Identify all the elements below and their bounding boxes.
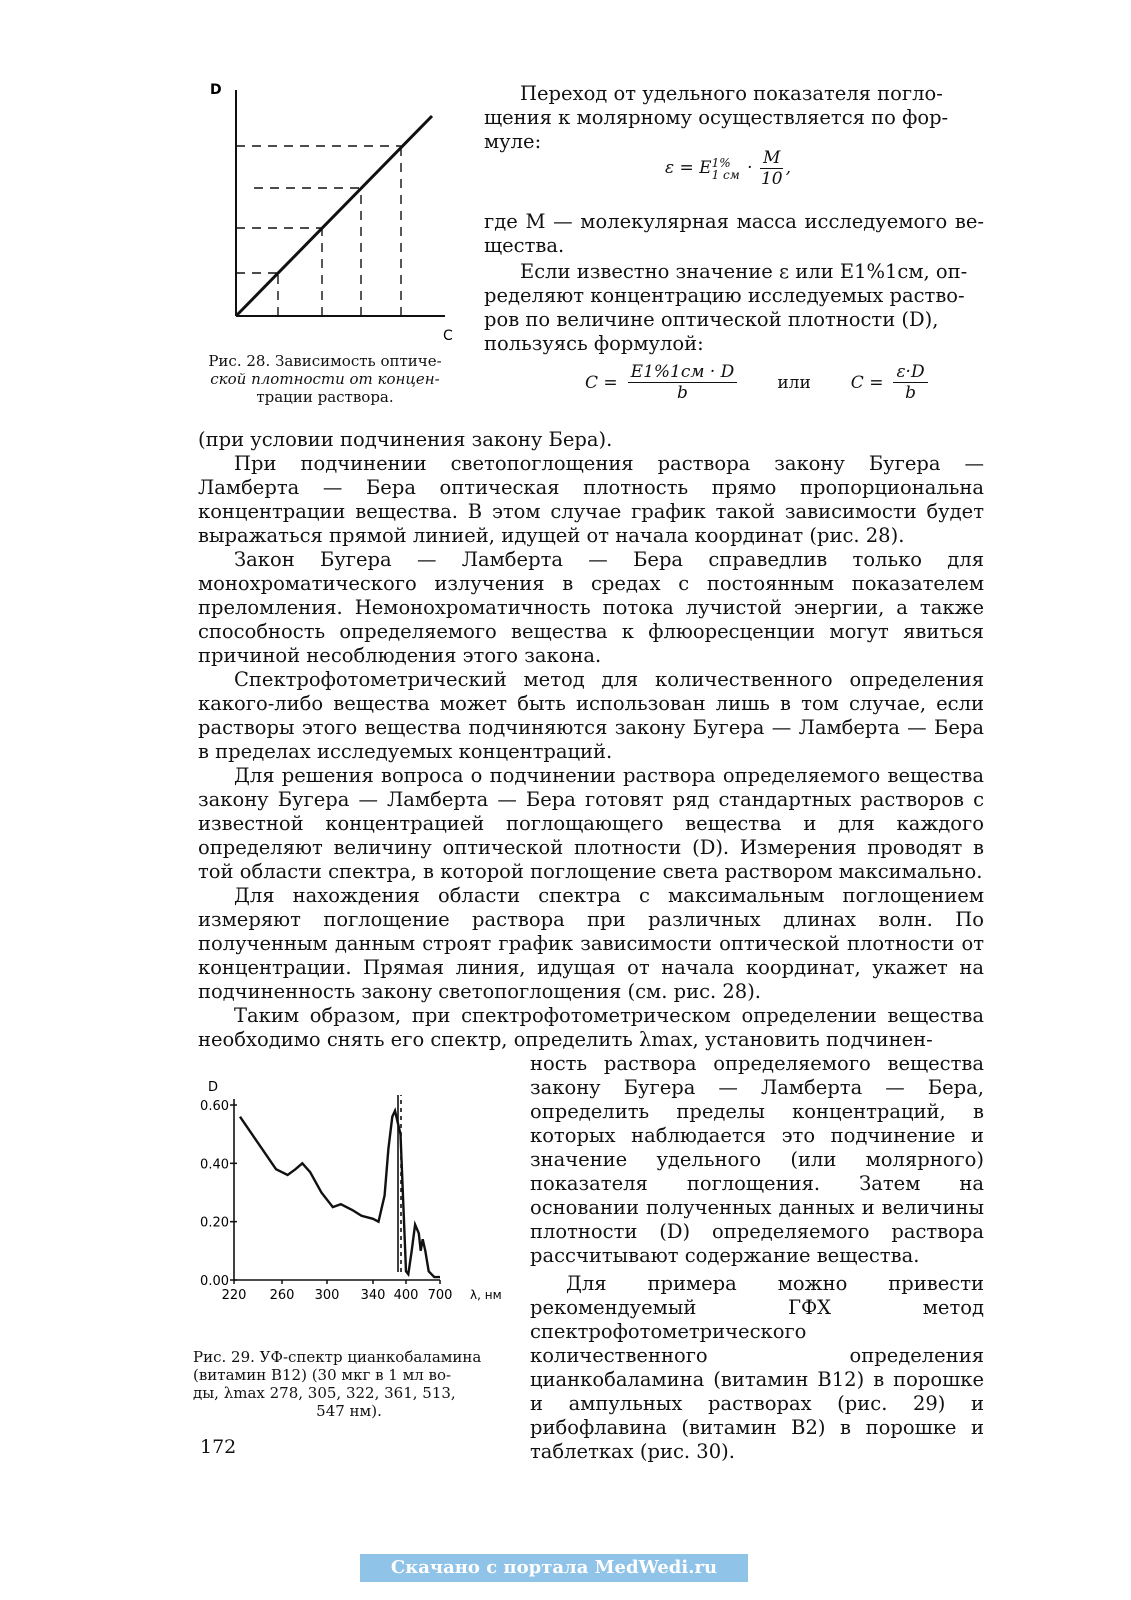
formula-c-left: C = xyxy=(585,372,618,393)
caption-line: 547 нм). xyxy=(316,1402,382,1420)
formula-left-fraction xyxy=(628,362,738,403)
caption-line: (витамин B12) (30 мкг в 1 мл во- xyxy=(193,1366,452,1384)
formula-numerator: M xyxy=(760,148,783,169)
fig29-x-tick-label: 260 xyxy=(269,1288,295,1303)
fig29-y-tick-label: 0.20 xyxy=(200,1215,229,1231)
figure-29 xyxy=(190,1075,510,1315)
paragraph: Для нахождения области спектра с максимальным поглощением измеряют поглощение раствора при различных длинах волн. По полученным данным строят график зависимости оптической плотности от концентрации. Прямая линия, идущая от начала координат, укажет на подчиненность закону светопоглощения (см. рис. 28). xyxy=(198,884,984,1003)
fig29-y-tick-label: 0.40 xyxy=(200,1157,229,1173)
paragraph: Для примера можно привести рекомендуемый ГФХ метод спектрофотометрического количественного определения цианкобаламина (витамин B12) в порошке и ампульных растворах (рис. 29) и рибофлавина (витамин B2) в порошке и таблетках (рис. 30). xyxy=(530,1272,984,1463)
formula-right-denominator: b xyxy=(905,383,916,403)
fig29-axes xyxy=(234,1095,440,1280)
formula-concentration xyxy=(585,362,928,403)
text-line: ров по величине оптической плотности (D), xyxy=(484,308,939,331)
text-line: ределяют концентрацию исследуемых раство- xyxy=(484,284,965,307)
formula-left-denominator: b xyxy=(677,383,688,403)
side-text-block xyxy=(530,1052,984,1464)
figure-28 xyxy=(190,78,470,348)
paragraph-if-known xyxy=(484,260,984,356)
fig29-x-tick-label: 340 xyxy=(360,1288,386,1303)
paragraph-molar-mass: где М — молекулярная масса исследуемого ве- щества. xyxy=(484,210,984,257)
caption-line: Рис. 28. Зависимость оптиче- xyxy=(208,352,442,370)
formula-sup: 1% xyxy=(711,155,731,170)
caption-line: ды, λmax 278, 305, 322, 361, 513, xyxy=(193,1384,456,1402)
paragraph: Для решения вопроса о подчинении раствора определяемого вещества закону Бугера — Ламберта — Бера готовят ряд стандартных растворов с известной концентрацией поглощающего вещества и для каждого определяют величину оптической плотности (D). Измерения проводят в той области спектра, в которой поглощение света раствором максимально. xyxy=(198,764,984,883)
fig29-y-ticks xyxy=(200,1099,237,1289)
paragraph: Закон Бугера — Ламберта — Бера справедлив только для монохроматического излучения в средах с постоянным показателем преломления. Немонохроматичность потока лучистой энергии, а также способность определяемого вещества к флюоресценции могут явиться причиной несоблюдения этого закона. xyxy=(198,548,984,667)
formula-right-fraction xyxy=(893,362,927,403)
text-line: муле: xyxy=(484,130,542,153)
paragraph: Спектрофотометрический метод для количественного определения какого-либо вещества может быть использован лишь в том случае, если растворы этого вещества подчиняются закону Бугера — Ламберта — Бера в пределах исследуемых концентраций. xyxy=(198,668,984,763)
fig29-spectrum-line xyxy=(240,1111,440,1277)
paragraph: (при условии подчинения закону Бера). xyxy=(198,428,613,451)
fig29-y-tick-label: 0.00 xyxy=(200,1274,229,1289)
formula-c-right: C = xyxy=(850,372,884,393)
formula-left-numerator: E1%1см · D xyxy=(628,362,738,383)
caption-line: трации раствора. xyxy=(256,388,394,406)
formula-tail: , xyxy=(785,158,791,178)
formula-right-numerator: ε·D xyxy=(893,362,927,383)
paragraph-transition xyxy=(484,82,984,154)
figure-29-caption xyxy=(193,1348,505,1420)
fig28-x-label: C xyxy=(443,328,453,344)
text-line: Переход от удельного показателя погло- xyxy=(520,82,943,105)
formula-epsilon: ε = E 1% 1 см · $\frac{M}{10}$ , xyxy=(665,148,791,189)
paragraph: При подчинении светопоглощения раствора закону Бугера — Ламберта — Бера оптическая плотность прямо пропорциональна концентрации вещества. В этом случае график такой зависимости будет выражаться прямой линией, идущей от начала координат (рис. 28). xyxy=(198,452,984,547)
paragraph: ность раствора определяемого вещества закону Бугера — Ламберта — Бера, определить пределы концентраций, в которых наблюдается это подчинение и значение удельного (или молярного) показателя поглощения. Затем на основании полученных данных и величины плотности (D) определяемого раствора рассчитывают содержание вещества. xyxy=(530,1052,984,1267)
fig29-y-tick-label: 0.60 xyxy=(200,1099,229,1114)
fig28-y-label: D xyxy=(210,82,222,98)
fig29-x-tick-label: 700 xyxy=(427,1288,453,1303)
text-line: Если известно значение ε или E1%1см, оп- xyxy=(520,260,968,283)
fig29-y-label: D xyxy=(208,1080,219,1095)
formula-lhs: ε = E xyxy=(665,158,712,178)
text-line: щения к молярному осуществляется по фор- xyxy=(484,106,949,129)
figure-29-chart xyxy=(190,1075,510,1315)
fig29-x-tick-label: 220 xyxy=(221,1288,247,1303)
download-banner-link[interactable]: Скачано с портала MedWedi.ru xyxy=(360,1554,748,1582)
fig29-x-tick-label: 400 xyxy=(393,1288,419,1303)
formula-denominator: 10 xyxy=(760,169,783,189)
formula-or: или xyxy=(777,372,811,393)
formula-fraction xyxy=(758,148,786,189)
page-number: 172 xyxy=(200,1436,237,1458)
figure-28-plot xyxy=(190,78,470,348)
formula-sub: 1 см xyxy=(711,167,740,182)
main-text-block xyxy=(198,428,984,1052)
paragraph: Таким образом, при спектрофотометрическом определении вещества необходимо снять его спектр, определить λmax, установить подчинен- xyxy=(198,1004,984,1051)
text-line: пользуясь формулой: xyxy=(484,332,704,355)
fig29-x-ticks xyxy=(222,1280,453,1303)
figure-28-caption xyxy=(190,352,460,406)
fig29-x-unit: λ, нм xyxy=(470,1288,502,1302)
caption-line: ской плотности от концен- xyxy=(210,370,440,388)
caption-line: Рис. 29. УФ-спектр цианкобаламина xyxy=(193,1348,482,1366)
fig29-x-tick-label: 300 xyxy=(314,1288,340,1303)
